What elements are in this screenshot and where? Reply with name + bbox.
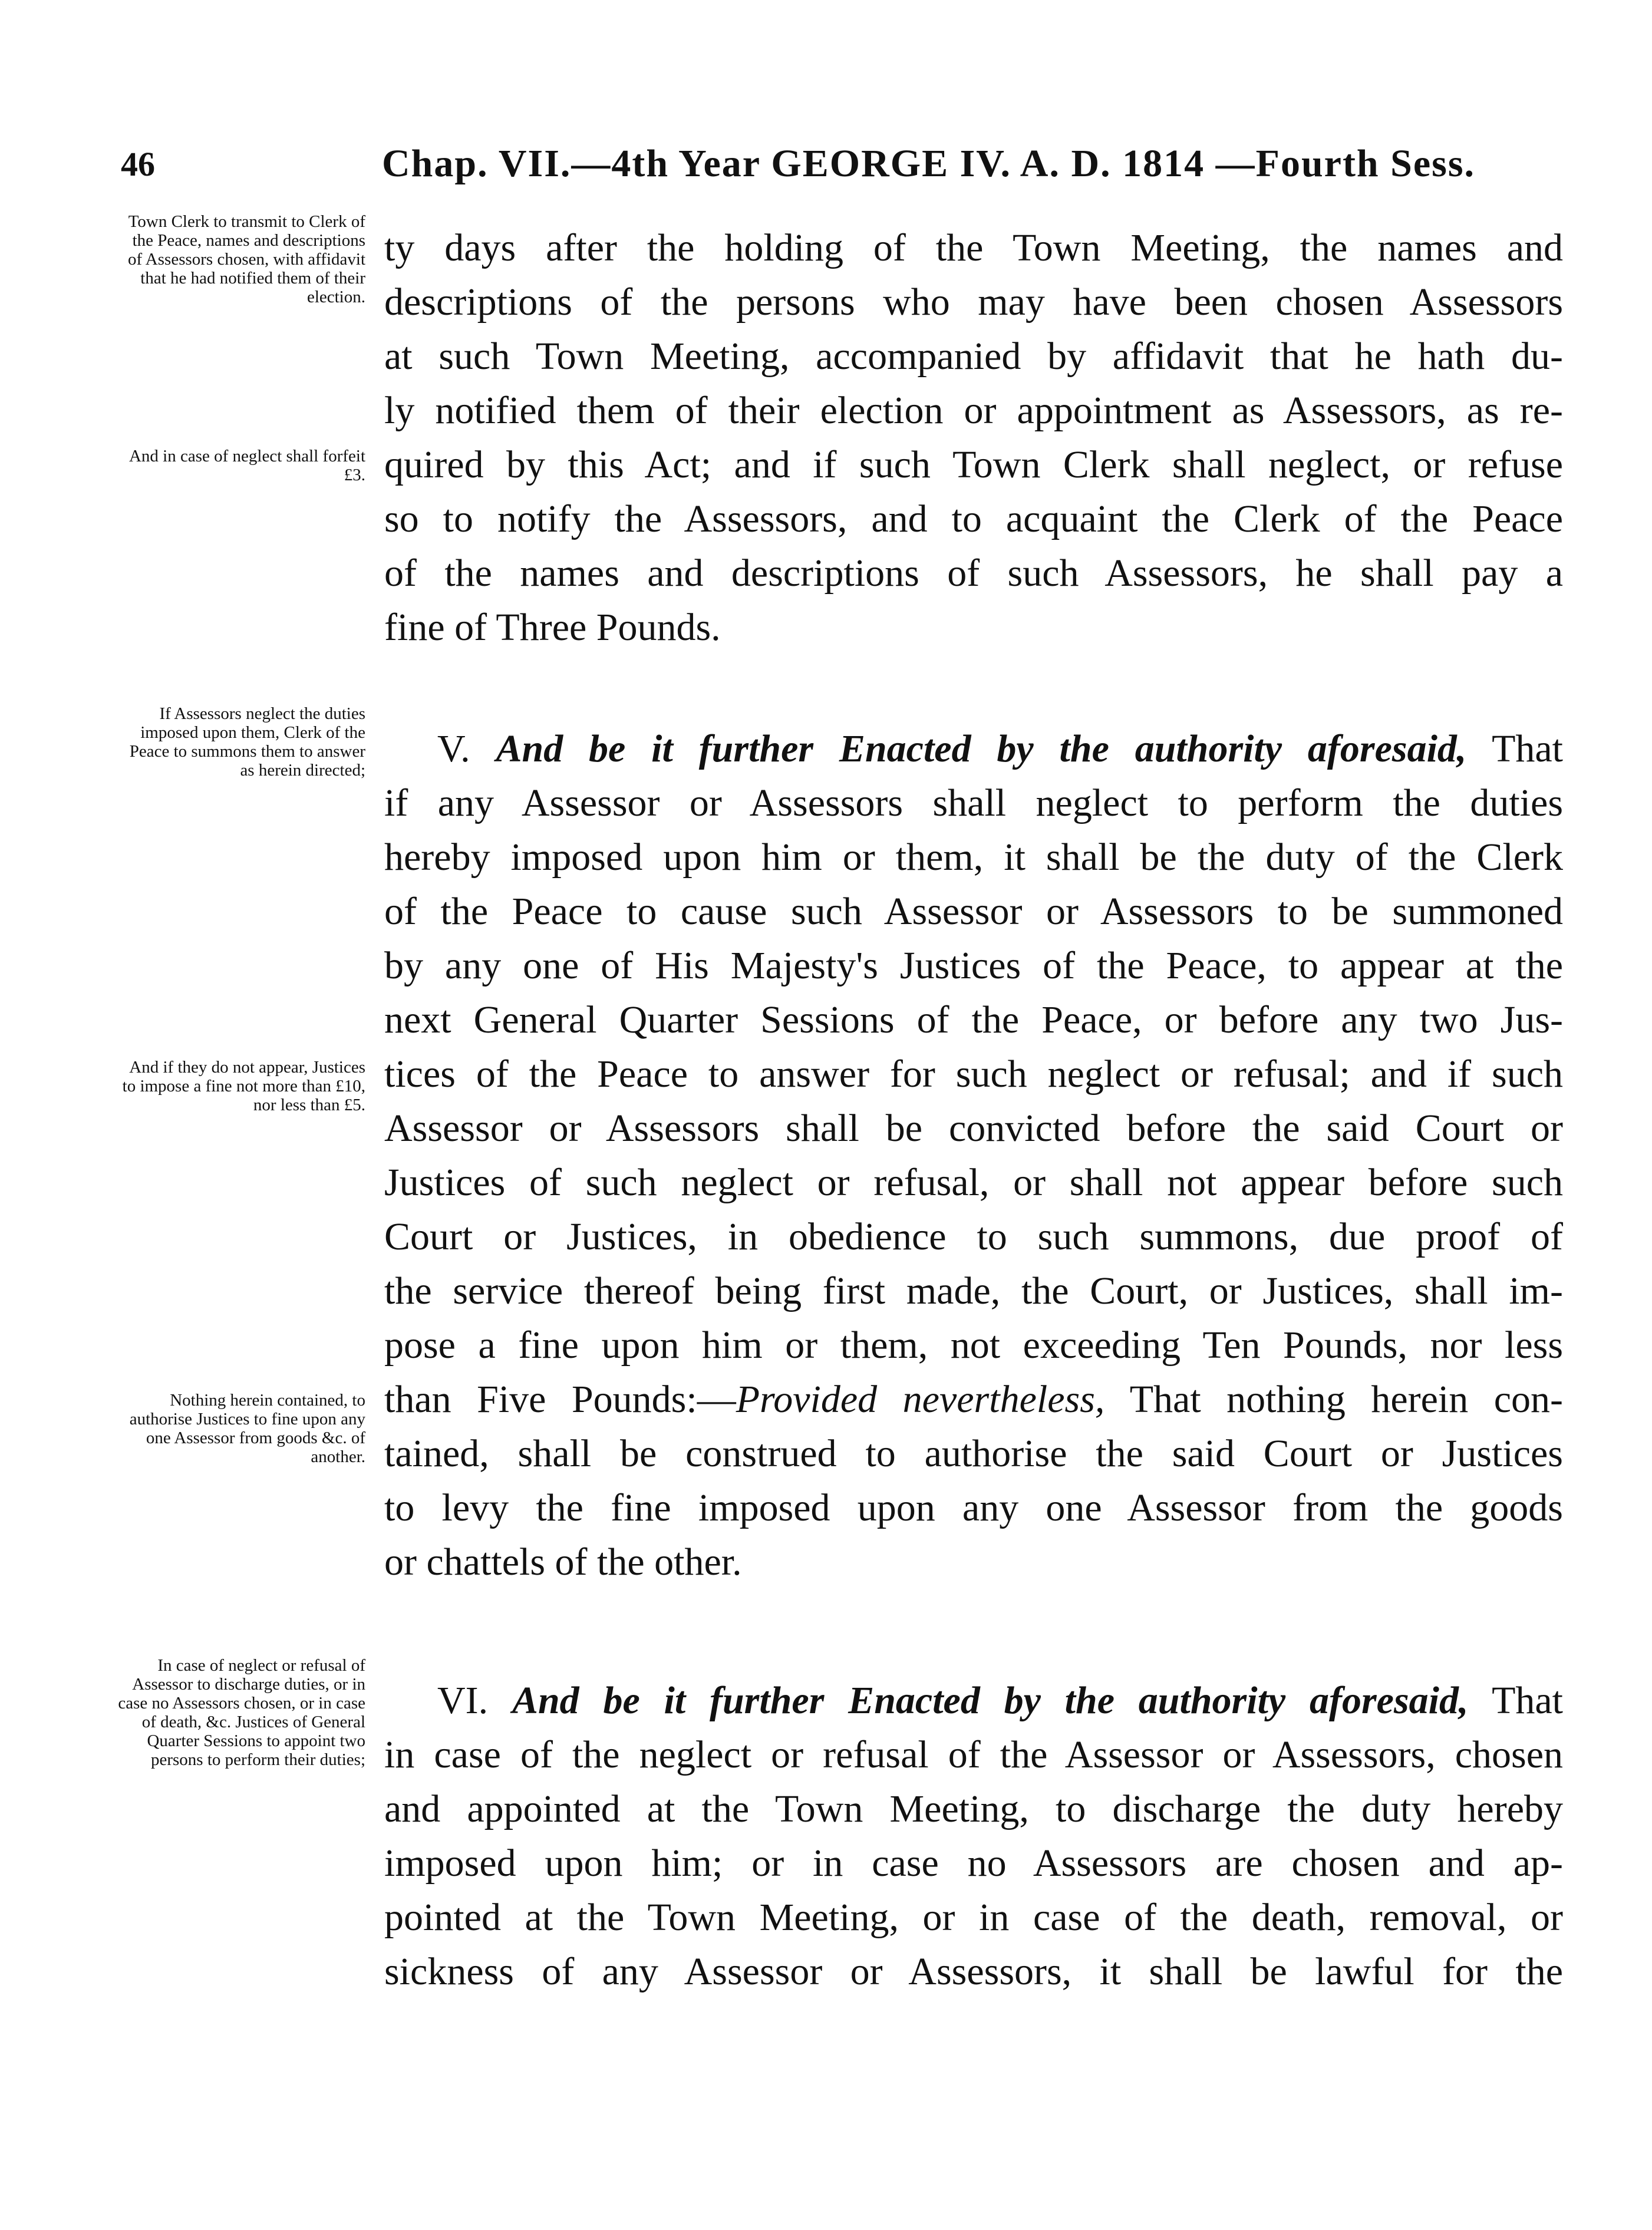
text-line: so to notify the Assessors, and to acquaint the Clerk of the Peace	[384, 497, 1563, 540]
text-line: and appointed at the Town Meeting, to discharge the duty hereby	[384, 1787, 1563, 1830]
text-line: Assessor or Assessors shall be convicted before the said Court or	[384, 1107, 1563, 1150]
paragraph-continuation	[384, 221, 1563, 655]
margin-note-assessors-neglect: If Assessors neglect the duties imposed upon them, Clerk of the Peace to summons them to answer as herein directed;	[129, 704, 365, 780]
proviso-italic: Provided nevertheless,	[736, 1378, 1105, 1421]
text-line: ty days after the holding of the Town Meeting, the names and	[384, 226, 1563, 269]
section-v	[384, 722, 1563, 1589]
section-number: VI.	[437, 1679, 489, 1722]
margin-note-town-clerk: Town Clerk to transmit to Clerk of the Peace, names and descriptions of Assessors chosen, with affidavit that he had notified them of their election.	[128, 212, 365, 306]
margin-note-nothing-herein: Nothing herein contained, to authorise Justices to fine upon any one Assessor from goods &c. of another.	[129, 1391, 365, 1466]
margin-note-fine: And if they do not appear, Justices to impose a fine not more than £10, nor less than £5.	[122, 1058, 365, 1114]
margin-note-appoint-persons: In case of neglect or refusal of Assessor to discharge duties, or in case no Assessors chosen, or in case of death, &c. Justices of General Quarter Sessions to appoint two persons to perform their duties;	[118, 1656, 365, 1769]
text-line: quired by this Act; and if such Town Clerk shall neglect, or refuse	[384, 443, 1563, 486]
text-line: imposed upon him; or in case no Assessors are chosen and ap-	[384, 1842, 1563, 1885]
text-line: tices of the Peace to answer for such neglect or refusal; and if such	[384, 1053, 1563, 1096]
text-line: at such Town Meeting, accompanied by affidavit that he hath du-	[384, 335, 1563, 378]
text-line: hereby imposed upon him or them, it shall be the duty of the Clerk	[384, 836, 1563, 879]
section-number: V.	[437, 727, 470, 770]
proviso-line	[384, 1373, 1563, 1427]
text-line: tained, shall be construed to authorise the said Court or Justices	[384, 1432, 1563, 1475]
section-vi-heading	[384, 1674, 1563, 1728]
text-fragment: That	[1492, 1679, 1564, 1722]
section-v-heading	[384, 722, 1563, 776]
page-number: 46	[121, 145, 155, 183]
text-line: in case of the neglect or refusal of the Assessor or Assessors, chosen	[384, 1733, 1563, 1776]
text-line: of the names and descriptions of such Assessors, he shall pay a	[384, 552, 1563, 595]
text-line: next General Quarter Sessions of the Peace, or before any two Jus-	[384, 998, 1563, 1041]
text-line: sickness of any Assessor or Assessors, it shall be lawful for the	[384, 1950, 1563, 1993]
text-line: by any one of His Majesty's Justices of the Peace, to appear at the	[384, 944, 1563, 987]
text-fragment: than Five Pounds:—	[384, 1378, 736, 1421]
running-head: Chap. VII.—4th Year GEORGE IV. A. D. 1814 —Fourth Sess.	[382, 142, 1476, 185]
enacting-clause: And be it further Enacted by the authority aforesaid,	[512, 1679, 1469, 1722]
text-fragment: That	[1492, 727, 1564, 770]
text-line: the service thereof being first made, the Court, or Justices, shall im-	[384, 1269, 1563, 1312]
enacting-clause: And be it further Enacted by the authority aforesaid,	[496, 727, 1467, 770]
text-line: to levy the fine imposed upon any one Assessor from the goods	[384, 1486, 1563, 1529]
text-line: of the Peace to cause such Assessor or Assessors to be summoned	[384, 890, 1563, 933]
text-fragment: That nothing herein con-	[1129, 1378, 1563, 1421]
text-line: Court or Justices, in obedience to such summons, due proof of	[384, 1215, 1563, 1258]
text-line: Justices of such neglect or refusal, or shall not appear before such	[384, 1161, 1563, 1204]
margin-note-forfeit: And in case of neglect shall forfeit £3.	[128, 447, 365, 484]
text-line: pointed at the Town Meeting, or in case of the death, removal, or	[384, 1896, 1563, 1939]
text-line: or chattels of the other.	[384, 1540, 742, 1584]
text-line: ly notified them of their election or appointment as Assessors, as re-	[384, 389, 1563, 432]
text-line: if any Assessor or Assessors shall neglect to perform the duties	[384, 781, 1563, 824]
section-vi	[384, 1674, 1563, 1999]
text-line: fine of Three Pounds.	[384, 606, 721, 649]
text-line: pose a fine upon him or them, not exceeding Ten Pounds, nor less	[384, 1324, 1563, 1367]
text-line: descriptions of the persons who may have been chosen Assessors	[384, 281, 1563, 324]
